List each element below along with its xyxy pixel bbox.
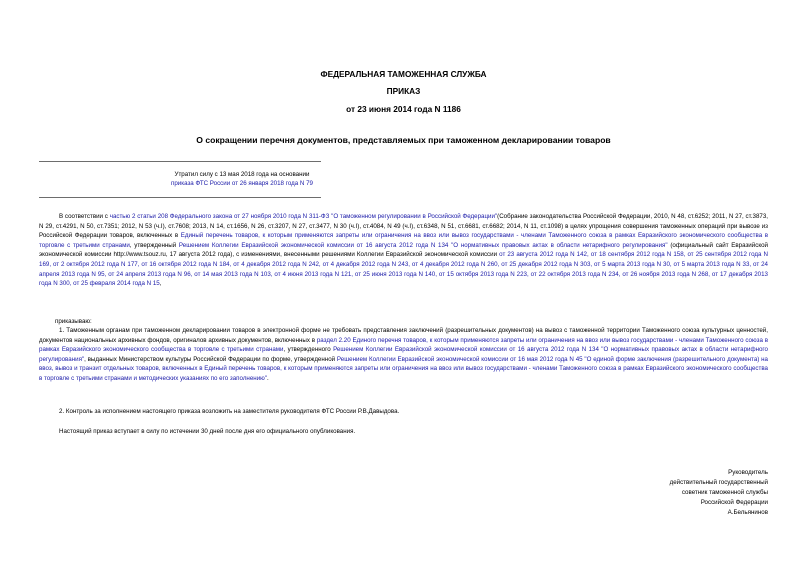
text-span: (Собрание законодательства Российской Федерации, 2010, N 48, ст.6252; 2011, N 27, ст.3873, N 29, ст.4291, N 50, ст.7351; 2012, N 53 (ч.I), ст.7608; 2013, N 14, ст.1656, N 26, ст.3207, N 27, ст.3477, N 30 (ч.I), ст.4084, N 49 (ч.I), ст.6348, N 51, ст.6681, ст.6682; 2014, N 11, ст.1098) в целях упрощения совершения таможенных операций при вывозе из Российской Федерации товаров, включенных в (39, 213, 769, 240)
status-line: Утратил силу с 13 мая 2018 года на основании (174, 171, 310, 178)
text-span: (официальный сайт Евразийской экономической комиссии http://www.tsouz.ru, 17 августа 2012 года), с изменениями, внесенными решениями Коллегии Евразийской экономической комиссии (39, 241, 768, 259)
text-span: , выданных Министерством культуры Российской Федерации по форме, утвержденной (84, 355, 337, 363)
paragraph-effective (39, 427, 768, 437)
signature-line: Руководитель (728, 469, 768, 476)
section-2-20-link[interactable]: раздел 2.20 Единого перечня товаров, к которым применяются запреты или ограничения на ввоз или вывоз государствами - членами Таможенного союза в рамках Евразийского экономического сообщества в торговле с третьими странами (39, 336, 768, 354)
paragraph-item-2 (39, 407, 768, 417)
signature-block (670, 468, 768, 518)
decision-134-link[interactable]: Решением Коллегии Евразийской экономической комиссии от 16 августа 2012 года N 134 "О нормативных правовых актах в области нетарифного регулирования" (178, 241, 668, 249)
signature-line: Российской Федерации (700, 499, 768, 506)
status-note (162, 170, 322, 188)
divider-top (39, 161, 321, 162)
signer-name: А.Бельянинов (727, 509, 768, 516)
unified-list-link[interactable]: Единый перечень товаров, к которым применяются запреты или ограничения на ввоз или вывоз государствами - членами Таможенного союза в рамках Евразийского экономического сообщества в торговле с третьими странами (39, 232, 769, 249)
status-link[interactable]: приказа ФТС России от 26 января 2018 года N 79 (171, 180, 313, 187)
text-span: 1. Таможенным органам при таможенном декларировании товаров в электронной форме не требовать представления заключений (разрешительных документов) на вывоз с таможенной территории Таможенного союза культурных ценностей, документов национальных архивных фондов, оригиналов архивных документов, включенных в (39, 327, 768, 344)
text-span: 2. Контроль за исполнением настоящего приказа возложить на заместителя руководителя ФТС России Р.В.Давыдова. (59, 408, 400, 415)
decision-45-link[interactable]: Решением Коллегии Евразийской экономической комиссии от 16 мая 2012 года N 45 "О единой форме заключения (разрешительного документа) на ввоз, вывоз и транзит отдельных товаров, включенных в Единый перечень товаров, к которым применяются запреты или ограничения на ввоз или вывоз государствами - членами Таможенного союза в рамках Евразийского экономического сообщества в торговле с третьими странами и методических указаниях по его заполнению" (39, 355, 768, 382)
text-span: . (267, 374, 269, 382)
text-span: , утвержденный (129, 241, 179, 249)
paragraph-item-1 (39, 326, 768, 384)
document-date-number: от 23 июня 2014 года N 1186 (346, 104, 461, 114)
law-link[interactable]: частью 2 статьи 208 Федерального закона от 27 ноября 2010 года N 311-ФЗ "О таможенном регулировании в Российской Федерации" (109, 213, 498, 220)
document-title: О сокращении перечня документов, представляемых при таможенном декларировании товаров (196, 135, 611, 145)
text-span: В соответствии с (59, 213, 110, 220)
signature-line: действительный государственный (669, 479, 768, 486)
amendments-link[interactable]: от 23 августа 2012 года N 142, от 18 сентября 2012 года N 158, от 25 сентября 2012 года N 169, от 2 октября 2012 года N 177, от 16 октября 2012 года N 184, от 4 декабря 2012 года N 242, от 4 декабря 2012 года N 243, от 4 декабря 2012 года N 260, от 25 декабря 2012 года N 303, от 5 марта 2013 года N 30, от 5 марта 2013 года N 33, от 24 апреля 2013 года N 95, от 24 апреля 2013 года N 96, от 14 мая 2013 года N 103, от 4 июня 2013 года N 121, от 25 июня 2013 года N 140, от 15 октября 2013 года N 223, от 22 октября 2013 года N 234, от 26 ноября 2013 года N 268, от 17 декабря 2013 года N 300, от 25 февраля 2014 года N 15 (39, 251, 768, 288)
text-span: , (159, 280, 162, 288)
order-word: приказываю: (55, 318, 92, 325)
signature-line: советник таможенной службы (681, 489, 768, 496)
agency-name: ФЕДЕРАЛЬНАЯ ТАМОЖЕННАЯ СЛУЖБА (320, 69, 487, 79)
divider-bottom (39, 197, 321, 198)
paragraph-preamble (39, 212, 768, 289)
text-span: , утвержденного (283, 346, 334, 354)
document-type: ПРИКАЗ (386, 86, 421, 96)
text-span: Настоящий приказ вступает в силу по истечении 30 дней после дня его официального опубликования. (59, 428, 356, 435)
decision-134-link-2[interactable]: Решением Коллегии Евразийской экономической комиссии от 16 августа 2012 года N 134 "О нормативных правовых актах в области нетарифного регулирования" (39, 346, 768, 363)
